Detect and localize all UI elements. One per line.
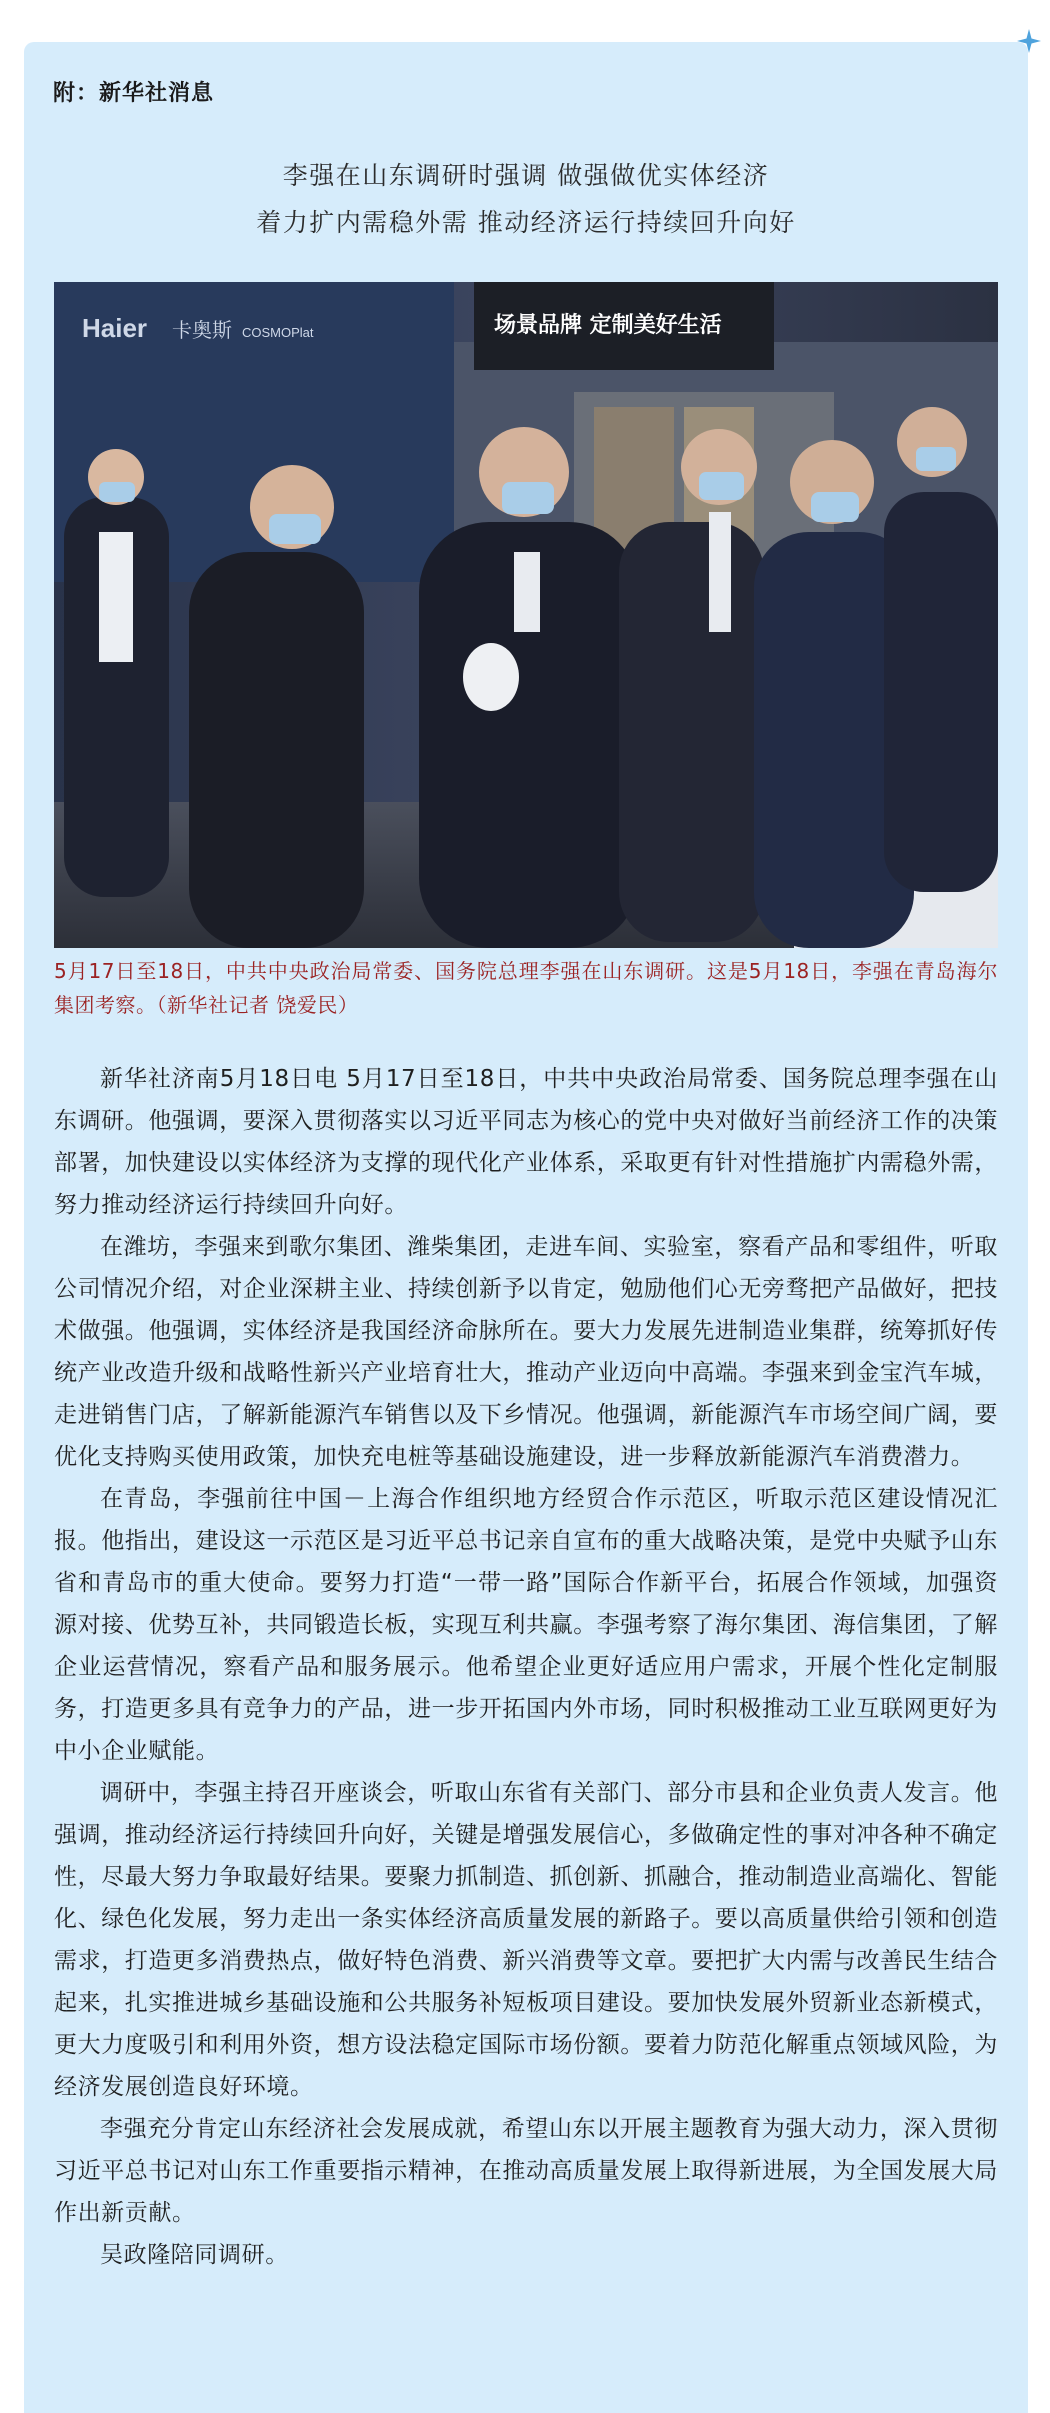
article-paragraph: 在青岛，李强前往中国－上海合作组织地方经贸合作示范区，听取示范区建设情况汇报。他指出，建设这一示范区是习近平总书记亲自宣布的重大战略决策，是党中央赋予山东省和青岛市的重大使命。要努力打造“一带一路”国际合作新平台，拓展合作领域，加强资源对接、优势互补，共同锻造长板，实现互利共赢。李强考察了海尔集团、海信集团，了解企业运营情况，察看产品和服务展示。他希望企业更好适应用户需求，开展个性化定制服务，打造更多具有竞争力的产品，进一步开拓国内外市场，同时积极推动工业互联网更好为中小企业赋能。 [54, 1486, 998, 1764]
article-paragraph: 在潍坊，李强来到歌尔集团、潍柴集团，走进车间、实验室，察看产品和零组件，听取公司情况介绍，对企业深耕主业、持续创新予以肯定，勉励他们心无旁骛把产品做好，把技术做强。他强调，实体经济是我国经济命脉所在。要大力发展先进制造业集群，统筹抓好传统产业改造升级和战略性新兴产业培育壮大，推动产业迈向中高端。李强来到金宝汽车城，走进销售门店，了解新能源汽车销售以及下乡情况。他强调，新能源汽车市场空间广阔，要优化支持购买使用政策，加快充电桩等基础设施建设，进一步释放新能源汽车消费潜力。 [54, 1234, 998, 1470]
news-photo [54, 282, 998, 948]
photo-caption: 5月17日至18日，中共中央政治局常委、国务院总理李强在山东调研。这是5月18日，李强在青岛海尔集团考察。（新华社记者 饶爱民） [54, 959, 998, 1017]
sparkle-star-icon [1016, 28, 1042, 54]
photo-banner-text: 场景品牌 定制美好生活 [494, 313, 722, 338]
source-label: 附：新华社消息 [53, 81, 215, 106]
article-paragraph: 新华社济南5月18日电 5月17日至18日，中共中央政治局常委、国务院总理李强在山东调研。他强调，要深入贯彻落实以习近平同志为核心的党中央对做好当前经济工作的决策部署，加快建设以实体经济为支撑的现代化产业体系，采取更有针对性措施扩内需稳外需，努力推动经济运行持续回升向好。 [54, 1066, 998, 1218]
headline-line-1: 李强在山东调研时强调 做强做优实体经济 [282, 161, 770, 190]
article-body [54, 1058, 998, 2276]
article-paragraph: 李强充分肯定山东经济社会发展成就，希望山东以开展主题教育为强大动力，深入贯彻习近平总书记对山东工作重要指示精神，在推动高质量发展上取得新进展，为全国发展大局作出新贡献。 [54, 2116, 998, 2226]
photo-brand-text: Haier [82, 313, 148, 343]
photo-brand-sub: 卡奥斯 [172, 318, 232, 342]
article-paragraph: 吴政隆陪同调研。 [100, 2242, 289, 2268]
article-paragraph: 调研中，李强主持召开座谈会，听取山东省有关部门、部分市县和企业负责人发言。他强调，推动经济运行持续回升向好，关键是增强发展信心，多做确定性的事对冲各种不确定性，尽最大努力争取最好结果。要聚力抓制造、抓创新、抓融合，推动制造业高端化、智能化、绿色化发展，努力走出一条实体经济高质量发展的新路子。要以高质量供给引领和创造需求，打造更多消费热点，做好特色消费、新兴消费等文章。要把扩大内需与改善民生结合起来，扎实推进城乡基础设施和公共服务补短板项目建设。要加快发展外贸新业态新模式，更大力度吸引和利用外资，想方设法稳定国际市场份额。要着力防范化解重点领域风险，为经济发展创造良好环境。 [54, 1780, 998, 2100]
headline-line-2: 着力扩内需稳外需 推动经济运行持续回升向好 [256, 208, 796, 237]
photo-brand-sub2: COSMOPlat [242, 325, 314, 340]
